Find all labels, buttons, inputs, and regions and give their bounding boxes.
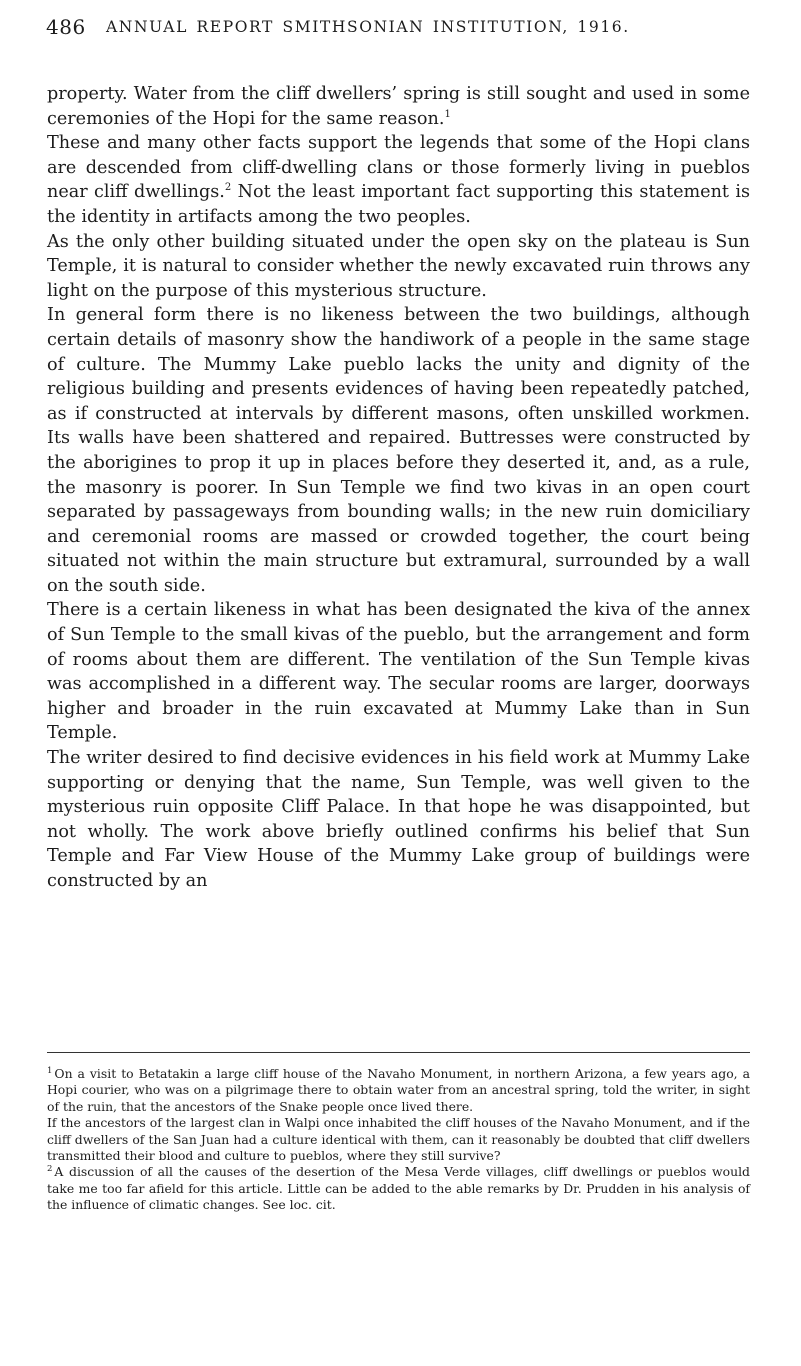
body-text [47, 82, 750, 894]
footnote-2-text: A discussion of all the causes of the desertion of the Mesa Verde villages, cliff dwellings or pueblos would take me too far afield for this article. Little can be added to the able remarks by Dr. Prudden in his analysis of the influence of climatic changes. See loc. cit. [47, 1164, 750, 1213]
footnotes [47, 1066, 750, 1214]
paragraph-1-text: property. Water from the cliff dwellers’ spring is still sought and used in some ceremonies of the Hopi for the same reason. [47, 84, 750, 129]
footnote-1-text: On a visit to Betatakin a large cliff house of the Navaho Monument, in northern Arizona, a few years ago, a Hopi courier, who was on a pilgrimage there to obtain water from an ancestral spring, told the writer, in sight of the ruin, that the ancestors of the Snake people once lived there. [47, 1066, 750, 1114]
footnote-1-mark: 1 [47, 1065, 53, 1076]
paragraph-1 [47, 82, 750, 131]
footnote-1 [47, 1066, 750, 1115]
footnote-divider [47, 1052, 750, 1053]
paragraph-5: There is a certain likeness in what has been designated the kiva of the annex of Sun Temple to the small kivas of the pueblo, but the arrangement and form of rooms about them are different. The ventilation of the Sun Temple kivas was accomplished in a different way. The secular rooms are larger, doorways higher and broader in the ruin excavated at Mummy Lake than in Sun Temple. [47, 600, 750, 744]
page-header [46, 15, 766, 41]
paragraph-2-text-b: Not the least important fact supporting this statement is the identity in artifacts among the two peoples. [47, 182, 751, 227]
footnote-ref-2: 2 [224, 182, 232, 194]
paragraph-2-text-a: These and many other facts support the legends that some of the Hopi clans are descended from cliff-dwelling clans or those formerly living in pueblos near cliff dwellings. [47, 133, 750, 203]
footnote-2-mark: 2 [47, 1164, 53, 1175]
paragraph-2 [47, 131, 750, 229]
footnote-ref-1: 1 [444, 108, 451, 120]
running-head: ANNUAL REPORT SMITHSONIAN INSTITUTION, 1916. [106, 18, 630, 36]
footnote-2 [47, 1164, 750, 1213]
footnote-1-continued: If the ancestors of the largest clan in Walpi once inhabited the cliff houses of the Navaho Monument, and if the cliff dwellers of the San Juan had a culture identical with them, can it reasonably be doubted that cliff dwellers transmitted their blood and culture to pueblos, where they still survive? [47, 1115, 750, 1164]
paragraph-6: The writer desired to find decisive evidences in his field work at Mummy Lake supporting or denying that the name, Sun Temple, was well given to the mysterious ruin opposite Cliff Palace. In that hope he was disappointed, but not wholly. The work above briefly outlined confirms his belief that Sun Temple and Far View House of the Mummy Lake group of buildings were constructed by an [47, 748, 750, 891]
paragraph-4: In general form there is no likeness between the two buildings, although certain details of masonry show the handiwork of a people in the same stage of culture. The Mummy Lake pueblo lacks the unity and dignity of the religious building and presents evidences of having been repeatedly patched, as if constructed at intervals by different masons, often unskilled workmen. Its walls have been shattered and repaired. Buttresses were constructed by the aborigines to prop it up in places before they deserted it, and, as a rule, the masonry is poorer. In Sun Temple we find two kivas in an open court separated by passageways from bounding walls; in the new ruin domiciliary and ceremonial rooms are massed or crowded together, the court being situated not within the main structure but extramural, surrounded by a wall on the south side. [47, 305, 750, 596]
page-number: 486 [46, 15, 86, 39]
paragraph-3: As the only other building situated under the open sky on the plateau is Sun Temple, it is natural to consider whether the newly excavated ruin throws any light on the purpose of this mysterious structure. [47, 231, 750, 301]
